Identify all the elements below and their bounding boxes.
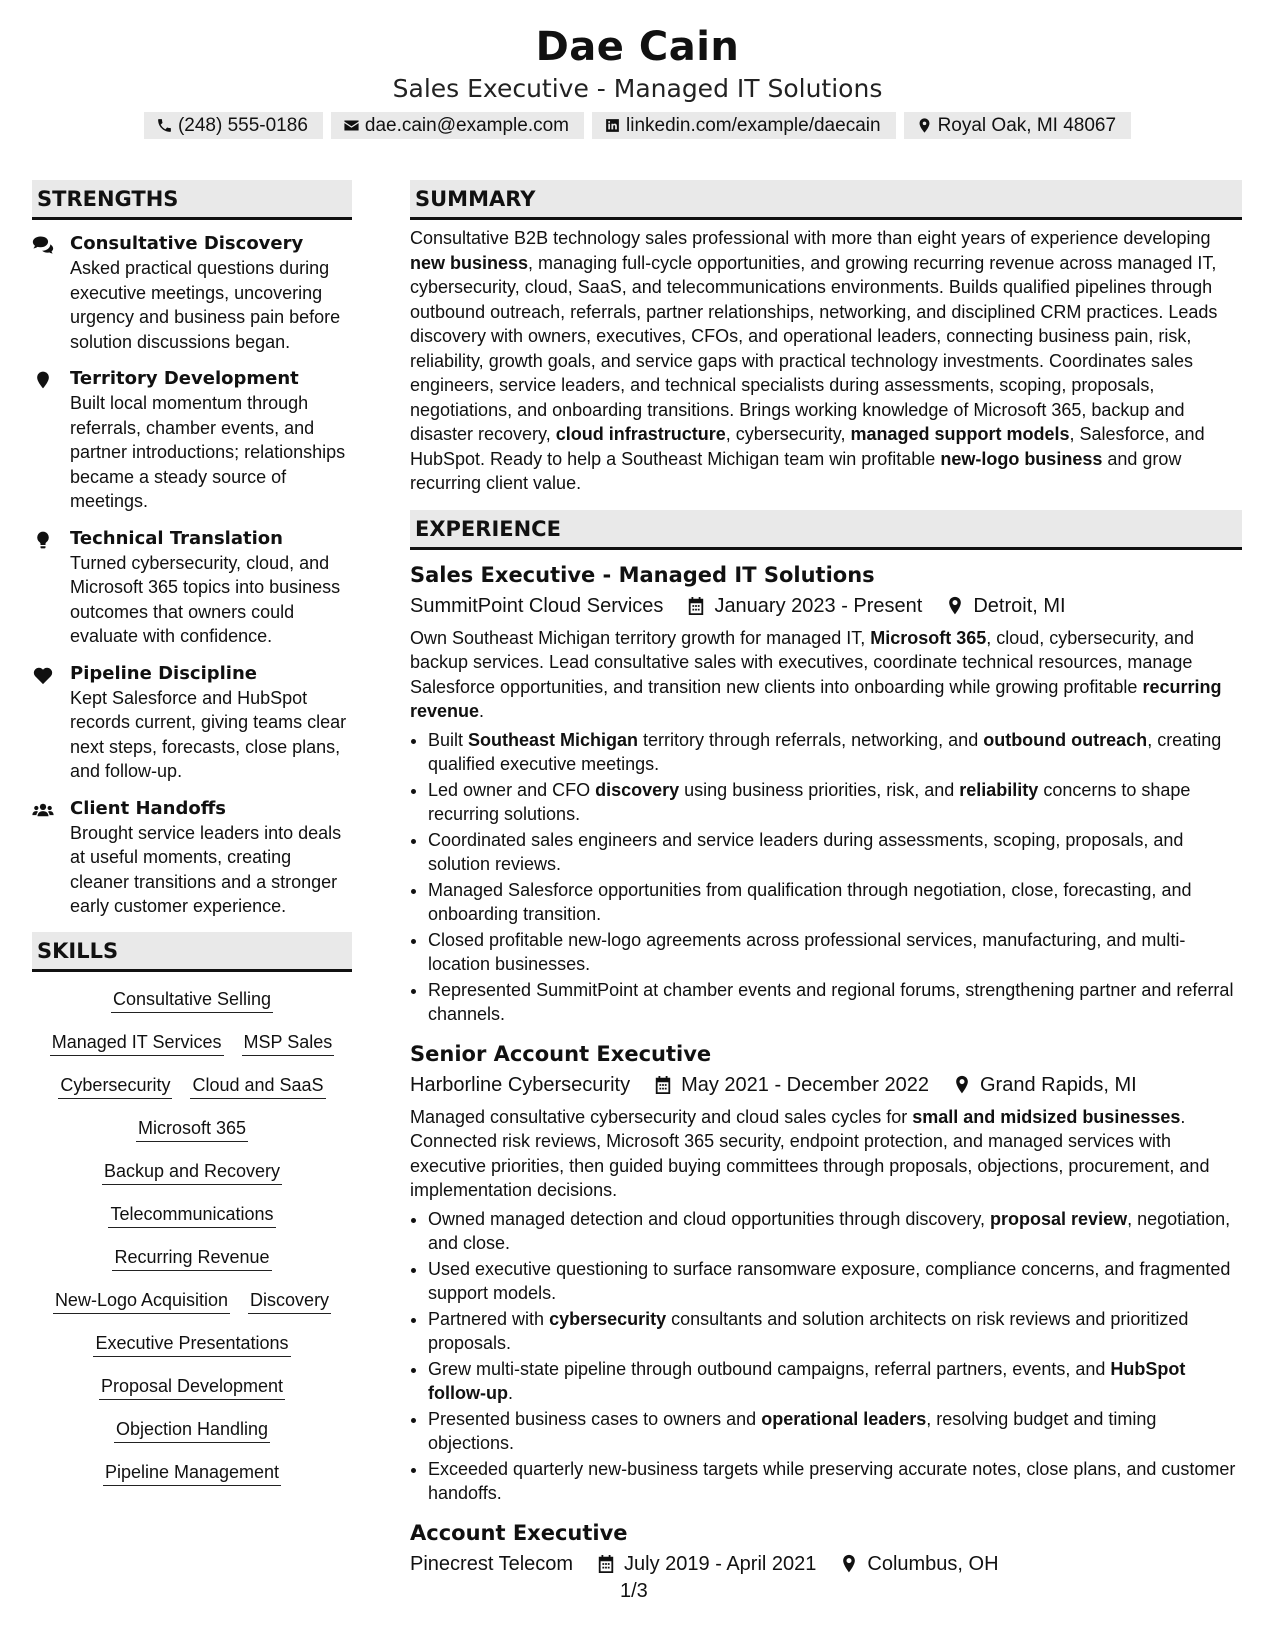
bullet-item <box>428 928 1242 977</box>
text-run: and grow recurring client value. <box>410 448 1182 493</box>
contact-location <box>904 112 1131 139</box>
job-title: Senior Account Executive <box>410 1041 712 1066</box>
linkedin-icon <box>604 117 621 134</box>
skill-row <box>36 1418 348 1443</box>
calendar-icon <box>597 1554 615 1574</box>
text-run: , negotiation, and close. <box>428 1208 1231 1253</box>
text-run: , creating qualified executive meetings. <box>428 729 1222 774</box>
text-run: Managed Salesforce opportunities from qualification through negotiation, close, forecasting, and onboarding transition. <box>428 879 1192 924</box>
text-run: , resolving budget and timing objections. <box>428 1408 1157 1453</box>
experience-heading: EXPERIENCE <box>410 510 1242 550</box>
skill-row <box>36 1074 348 1099</box>
resume-header <box>0 22 1275 139</box>
summary-heading: SUMMARY <box>410 180 1242 220</box>
job-meta <box>410 1069 1242 1101</box>
company-name: SummitPoint Cloud Services <box>410 594 664 617</box>
job-location: Grand Rapids, MI <box>980 1073 1137 1096</box>
job-entry <box>410 1039 1242 1506</box>
strength-item <box>32 527 352 649</box>
skill-row <box>36 1203 348 1228</box>
contact-text: Royal Oak, MI 48067 <box>937 115 1117 136</box>
strength-title: Pipeline Discipline <box>70 662 257 684</box>
job-meta <box>410 1548 1242 1580</box>
left-column <box>32 180 352 1504</box>
skill-tag: New-Logo Acquisition <box>53 1289 230 1314</box>
map-pin-icon <box>916 117 933 134</box>
skill-tag: Discovery <box>248 1289 331 1314</box>
bold-text: Southeast Michigan <box>468 729 639 750</box>
skill-tag: Objection Handling <box>114 1418 270 1443</box>
contact-phone[interactable] <box>144 112 323 139</box>
contact-text: (248) 555-0186 <box>177 115 308 136</box>
map-marker-icon <box>32 370 54 390</box>
strength-item <box>32 662 352 784</box>
skill-row <box>36 1246 348 1271</box>
job-title: Account Executive <box>410 1520 628 1545</box>
text-run: Represented SummitPoint at chamber events and regional forums, strengthening partner and referral channels. <box>428 979 1234 1024</box>
text-run: , cybersecurity, <box>725 424 851 444</box>
bold-text: HubSpot follow-up <box>428 1358 1186 1403</box>
strength-item <box>32 232 352 354</box>
comments-icon <box>32 235 54 255</box>
text-run: , managing full-cycle opportunities, and growing recurring revenue across managed IT, cybersecurity, cloud, SaaS, and telecommunications environments. Builds qualified pipelines through outbound outreach, referrals, partner relationships, networking, and disciplined CRM practices. Leads discovery with owners, executives, CFOs, and operational leaders, connecting business pain, risk, reliability, growth goals, and service gaps with practical technology investments. Coordinates sales engineers, service leaders, and technical specialists during assessments, scoping, proposals, negotiations, and onboarding transitions. Brings working knowledge of Microsoft 365, backup and disaster recovery, <box>410 252 1218 444</box>
strength-body: Built local momentum through referrals, chamber events, and partner introductions; relationships became a steady source of meetings. <box>70 393 346 511</box>
text-run: Managed consultative cybersecurity and cloud sales cycles for <box>410 1106 913 1127</box>
skill-tag: Telecommunications <box>108 1203 275 1228</box>
text-run: , Salesforce, and HubSpot. Ready to help a Southeast Michigan team win profitable <box>410 424 1205 469</box>
job-location: Detroit, MI <box>973 594 1066 617</box>
job-title: Sales Executive - Managed IT Solutions <box>410 562 875 587</box>
bullet-item <box>428 1207 1242 1256</box>
job-meta <box>410 590 1242 622</box>
summary-text <box>410 226 1242 496</box>
text-run: Grew multi-state pipeline through outbound campaigns, referral partners, events, and <box>428 1358 1111 1379</box>
envelope-icon <box>343 117 360 134</box>
skill-row <box>36 988 348 1013</box>
text-run: Used executive questioning to surface ransomware exposure, compliance concerns, and fragmented support models. <box>428 1258 1231 1303</box>
strength-body: Asked practical questions during executive meetings, uncovering urgency and business pain before solution discussions began. <box>70 258 341 352</box>
skill-row <box>36 1461 348 1486</box>
strength-body: Kept Salesforce and HubSpot records current, giving teams clear next steps, forecasts, close plans, and follow-up. <box>70 687 347 781</box>
job-location: Columbus, OH <box>867 1552 999 1575</box>
bullet-item <box>428 728 1242 777</box>
job-description <box>410 1105 1242 1203</box>
map-pin-icon <box>946 596 964 616</box>
bold-text: discovery <box>595 779 680 800</box>
skill-tag: Proposal Development <box>99 1375 285 1400</box>
text-run: Led owner and CFO <box>428 779 596 800</box>
contact-email[interactable] <box>331 112 584 139</box>
skills-list <box>32 988 352 1486</box>
text-run: , cloud, cybersecurity, and backup services. Lead consultative sales with executives, coordinate technical resources, manage Salesforce opportunities, and transition new clients into onboarding while growing profitable <box>410 627 1195 697</box>
heart-icon <box>32 665 54 685</box>
skill-tag: Pipeline Management <box>103 1461 281 1486</box>
bullet-item <box>428 1407 1242 1456</box>
bold-text: new business <box>410 252 529 273</box>
bullet-item <box>428 1307 1242 1356</box>
strength-title: Territory Development <box>70 368 299 389</box>
job-dates: July 2019 - April 2021 <box>624 1552 817 1575</box>
right-column <box>410 180 1242 1580</box>
text-run: consultants and solution architects on risk reviews and prioritized proposals. <box>428 1308 1189 1353</box>
skill-row <box>36 1031 348 1056</box>
text-run: . Connected risk reviews, Microsoft 365 security, endpoint protection, and managed services with executive priorities, then guided buying committees through proposals, objections, procurement, and implementation decisions. <box>410 1106 1210 1200</box>
contact-text: dae.cain@example.com <box>364 115 570 136</box>
text-run: using business priorities, risk, and <box>679 779 960 800</box>
text-run: Coordinated sales engineers and service leaders during assessments, scoping, proposals, and solution reviews. <box>428 829 1184 874</box>
map-pin-icon <box>953 1075 971 1095</box>
text-run: Built <box>428 729 469 750</box>
text-run: Partnered with <box>428 1308 550 1329</box>
strength-body: Turned cybersecurity, cloud, and Microsoft 365 topics into business outcomes that owners could evaluate with confidence. <box>70 552 341 646</box>
text-run: Owned managed detection and cloud opportunities through discovery, <box>428 1208 991 1229</box>
bullet-item <box>428 878 1242 927</box>
skill-row <box>36 1289 348 1314</box>
contact-text: linkedin.com/example/daecain <box>626 115 881 136</box>
skill-tag: Backup and Recovery <box>102 1160 282 1185</box>
skill-tag: Cloud and SaaS <box>190 1074 325 1099</box>
skill-tag: MSP Sales <box>242 1031 335 1056</box>
strength-title: Client Handoffs <box>70 797 227 819</box>
skill-row <box>36 1117 348 1142</box>
bold-text: small and midsized businesses <box>912 1106 1181 1127</box>
bold-text: proposal review <box>990 1208 1128 1229</box>
job-bullets <box>410 1207 1242 1506</box>
map-pin-icon <box>840 1554 858 1574</box>
skill-tag: Cybersecurity <box>58 1074 172 1099</box>
bullet-item <box>428 1257 1242 1306</box>
text-run: Exceeded quarterly new-business targets while preserving accurate notes, close plans, and customer handoffs. <box>428 1458 1236 1503</box>
skill-tag: Recurring Revenue <box>112 1246 271 1271</box>
skill-tag: Microsoft 365 <box>136 1117 248 1142</box>
contact-bar <box>0 112 1275 139</box>
candidate-name: Dae Cain <box>535 24 740 70</box>
calendar-icon <box>654 1075 672 1095</box>
bold-text: outbound outreach <box>983 729 1148 750</box>
job-dates: January 2023 - Present <box>714 594 923 617</box>
bullet-item <box>428 978 1242 1027</box>
skill-row <box>36 1375 348 1400</box>
text-run: Closed profitable new-logo agreements across professional services, manufacturing, and multi-location businesses. <box>428 929 1186 974</box>
skills-heading: SKILLS <box>32 932 352 972</box>
text-run: Consultative B2B technology sales professional with more than eight years of experience developing <box>410 228 1211 248</box>
bold-text: cloud infrastructure <box>555 424 726 444</box>
page-number: 1/3 <box>620 1580 648 1602</box>
bullet-item <box>428 1457 1242 1506</box>
strengths-heading: STRENGTHS <box>32 180 352 220</box>
text-run: territory through referrals, networking, and <box>638 729 984 750</box>
text-run: Own Southeast Michigan territory growth for managed IT, <box>410 627 871 648</box>
bold-text: recurring revenue <box>410 676 1222 721</box>
experience-list <box>410 560 1242 1580</box>
skill-tag: Executive Presentations <box>93 1332 290 1357</box>
phone-icon <box>156 117 173 134</box>
strength-title: Consultative Discovery <box>70 233 304 254</box>
users-icon <box>32 800 54 820</box>
text-run: concerns to shape recurring solutions. <box>428 779 1191 824</box>
bullet-item <box>428 778 1242 827</box>
bold-text: operational leaders <box>761 1408 927 1429</box>
candidate-title: Sales Executive - Managed IT Solutions <box>392 74 883 103</box>
text-run: Presented business cases to owners and <box>428 1408 762 1429</box>
job-entry <box>410 560 1242 1027</box>
text-run: . <box>507 1383 513 1403</box>
job-bullets <box>410 728 1242 1027</box>
company-name: Pinecrest Telecom <box>410 1552 574 1575</box>
bold-text: new-logo business <box>940 448 1103 469</box>
bullet-item <box>428 828 1242 877</box>
contact-linkedin[interactable] <box>592 112 896 139</box>
bold-text: Microsoft 365 <box>870 627 987 648</box>
bullet-item <box>428 1357 1242 1406</box>
strength-item <box>32 367 352 514</box>
skill-row <box>36 1332 348 1357</box>
calendar-icon <box>687 596 705 616</box>
bold-text: cybersecurity <box>549 1308 667 1329</box>
skill-row <box>36 1160 348 1185</box>
strength-body: Brought service leaders into deals at useful moments, creating cleaner transitions and a stronger early customer experience. <box>70 822 342 916</box>
skill-tag: Managed IT Services <box>50 1031 224 1056</box>
strength-item <box>32 797 352 919</box>
skill-tag: Consultative Selling <box>111 988 273 1013</box>
job-entry <box>410 1518 1242 1580</box>
lightbulb-icon <box>32 530 54 550</box>
strength-title: Technical Translation <box>70 527 283 549</box>
job-description <box>410 626 1242 724</box>
bold-text: reliability <box>959 779 1039 800</box>
text-run: . <box>479 701 485 721</box>
strengths-list <box>32 232 352 919</box>
bold-text: managed support models <box>850 424 1070 444</box>
company-name: Harborline Cybersecurity <box>410 1073 631 1096</box>
job-dates: May 2021 - December 2022 <box>681 1073 929 1096</box>
